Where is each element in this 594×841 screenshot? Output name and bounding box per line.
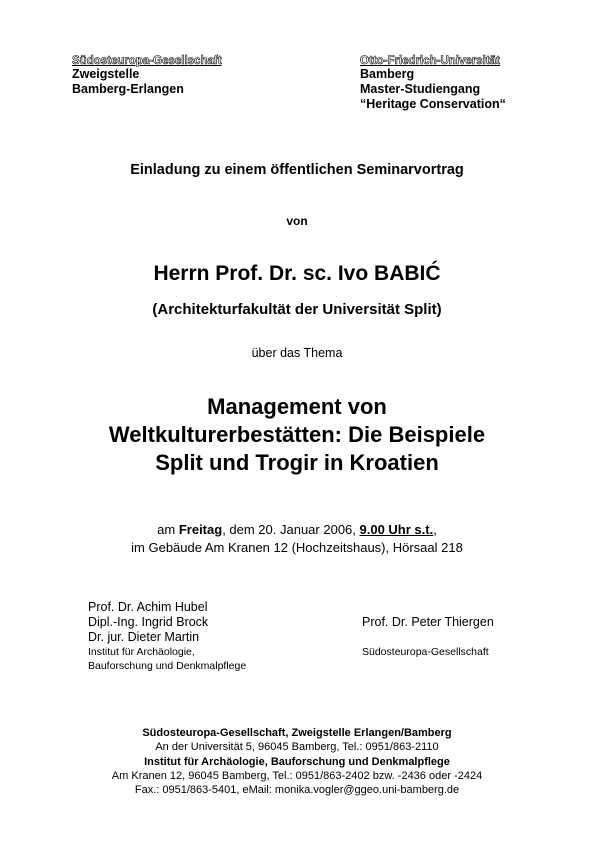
header-right-line3: “Heritage Conservation“ <box>360 97 506 111</box>
organizer-institute: Institut für Archäologie, <box>88 646 195 658</box>
footer-contact <box>0 726 594 797</box>
footer-org-2: Institut für Archäologie, Bauforschung und Denkmalpflege <box>144 755 450 768</box>
organizer-institute: Südosteuropa-Gesellschaft <box>362 646 489 658</box>
organizer-name: Prof. Dr. Peter Thiergen <box>362 615 494 629</box>
event-details <box>0 521 594 557</box>
footer-address-1: An der Universität 5, 96045 Bamberg, Tel.: 0951/863-2110 <box>155 741 439 754</box>
invitation-heading: Einladung zu einem öffentlichen Seminarvortrag <box>130 162 464 178</box>
topic-intro: über das Thema <box>251 346 343 360</box>
event-location: im Gebäude Am Kranen 12 (Hochzeitshaus), Hörsaal 218 <box>131 540 463 555</box>
event-day: Freitag <box>178 522 223 537</box>
organizer-name: Prof. Dr. Achim Hubel <box>88 600 208 614</box>
organizer-name: Dipl.-Ing. Ingrid Brock <box>88 615 209 629</box>
talk-title-line1: Management von <box>207 394 387 419</box>
header-right <box>360 55 506 112</box>
speaker-name: Herrn Prof. Dr. sc. Ivo BABIĆ <box>153 262 441 285</box>
organizers-right <box>362 615 494 659</box>
talk-title-line3: Split und Trogir in Kroatien <box>155 450 439 475</box>
header-right-line1: Bamberg <box>360 67 415 81</box>
date-mid: , dem 20. Januar 2006, <box>222 522 360 537</box>
date-post: , <box>433 522 437 537</box>
date-pre: am <box>157 522 179 537</box>
header-left <box>72 55 222 97</box>
header-left-org: Südosteuropa-Gesellschaft <box>72 55 222 67</box>
footer-fax-email: Fax.: 0951/863-5401, eMail: monika.vogler@ggeo.uni-bamberg.de <box>134 784 460 797</box>
footer-address-2: Am Kranen 12, 96045 Bamberg, Tel.: 0951/863-2402 bzw. -2436 oder -2424 <box>111 769 483 782</box>
event-time: 9.00 Uhr s.t. <box>359 522 434 537</box>
talk-title <box>0 393 594 477</box>
talk-title-line2: Weltkulturerbestätten: Die Beispiele <box>108 422 486 447</box>
organizer-name: Dr. jur. Dieter Martin <box>88 630 200 644</box>
organizers-left <box>88 600 246 673</box>
event-date-line <box>0 521 594 539</box>
footer-org-1: Südosteuropa-Gesellschaft, Zweigstelle Erlangen/Bamberg <box>142 727 452 739</box>
speaker-affiliation: (Architekturfakultät der Universität Split) <box>152 301 442 318</box>
von-label: von <box>286 214 308 228</box>
header-right-org: Otto-Friedrich-Universität <box>360 55 500 67</box>
header-left-line2: Bamberg-Erlangen <box>72 82 184 96</box>
header-left-line1: Zweigstelle <box>72 67 140 81</box>
header-right-line2: Master-Studiengang <box>360 82 481 96</box>
organizer-institute: Bauforschung und Denkmalpflege <box>88 660 247 672</box>
